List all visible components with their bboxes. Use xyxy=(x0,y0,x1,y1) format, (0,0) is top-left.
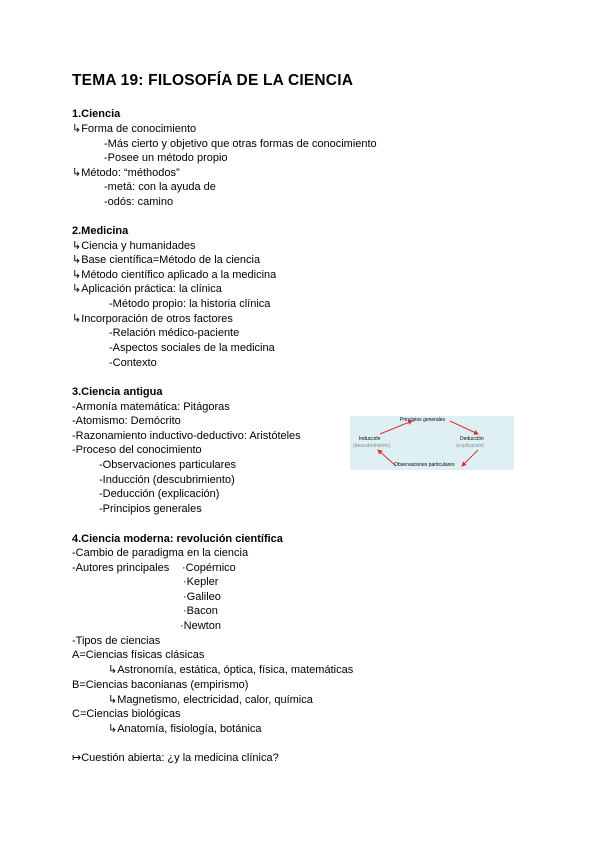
s2-line-2: ↳Base científica=Método de la ciencia xyxy=(72,254,261,266)
s2-line-9: -Contexto xyxy=(109,357,157,369)
s4-line-4: A=Ciencias físicas clásicas xyxy=(72,649,205,661)
s4-line-8: C=Ciencias biológicas xyxy=(72,708,181,720)
s1-line-5: -metá: con la ayuda de xyxy=(104,181,216,193)
s4-line-2: -Autores principales xyxy=(72,562,170,574)
s4-line-5: ↳Astronomía, estática, óptica, física, matemáticas xyxy=(108,664,354,676)
s3-line-8: -Principios generales xyxy=(99,503,202,515)
diagram-right-label: Deducción xyxy=(460,436,484,442)
s3-line-1: -Armonía matemática: Pitágoras xyxy=(72,401,230,413)
section-3-heading: 3.Ciencia antigua xyxy=(72,386,163,398)
s4-line-3: -Tipos de ciencias xyxy=(72,635,161,647)
s4-line-7: ↳Magnetismo, electricidad, calor, química xyxy=(108,694,313,706)
s1-line-6: -odós: camino xyxy=(104,196,174,208)
s2-line-7: -Relación médico-paciente xyxy=(109,327,240,339)
author-copernico: ·Copérnico xyxy=(182,562,236,574)
s3-line-3: -Razonamiento inductivo-deductivo: Aristóteles xyxy=(72,430,301,442)
s3-line-7: -Deducción (explicación) xyxy=(99,488,220,500)
arrow-to-deduction xyxy=(450,421,478,434)
s3-line-4: -Proceso del conocimiento xyxy=(72,444,202,456)
s3-line-2: -Atomismo: Demócrito xyxy=(72,415,181,427)
s2-line-6: ↳Incorporación de otros factores xyxy=(72,313,233,325)
s2-line-5: -Método propio: la historia clínica xyxy=(109,298,271,310)
section-4-heading: 4.Ciencia moderna: revolución científica xyxy=(72,533,283,545)
diagram-right-sublabel: (explicación) xyxy=(456,443,485,449)
diagram-left-label: Inducción xyxy=(359,436,381,442)
s2-line-4: ↳Aplicación práctica: la clínica xyxy=(72,283,222,295)
author-kepler: ·Kepler xyxy=(183,576,219,588)
s2-line-1: ↳Ciencia y humanidades xyxy=(72,240,196,252)
diagram-top-label: Principios generales xyxy=(400,417,446,423)
s4-line-9: ↳Anatomía, fisiología, botánica xyxy=(108,723,262,735)
s1-line-1: ↳Forma de conocimiento xyxy=(72,123,197,135)
diagram-bottom-label: Observaciones particulares xyxy=(394,462,455,468)
section-1-heading: 1.Ciencia xyxy=(72,108,121,120)
arrow-to-observations xyxy=(462,450,478,466)
s2-line-8: -Aspectos sociales de la medicina xyxy=(109,342,275,354)
s2-line-3: ↳Método científico aplicado a la medicina xyxy=(72,269,277,281)
s1-line-3: -Posee un método propio xyxy=(104,152,228,164)
diagram-left-sublabel: (descubrimiento) xyxy=(353,443,391,449)
s3-line-5: -Observaciones particulares xyxy=(99,459,236,471)
s1-line-2: -Más cierto y objetivo que otras formas de conocimiento xyxy=(104,138,377,150)
author-bacon: ·Bacon xyxy=(183,605,218,617)
s3-line-6: -Inducción (descubrimiento) xyxy=(99,474,235,486)
author-newton: ·Newton xyxy=(180,620,221,632)
closing-question: ↦Cuestión abierta: ¿y la medicina clínica? xyxy=(72,752,279,764)
s1-line-4: ↳Método: “méthodos” xyxy=(72,167,180,179)
knowledge-cycle-diagram xyxy=(350,416,514,470)
author-galileo: ·Galileo xyxy=(183,591,221,603)
s4-line-6: B=Ciencias baconianas (empirismo) xyxy=(72,679,249,691)
page-title: TEMA 19: FILOSOFÍA DE LA CIENCIA xyxy=(72,72,354,89)
s4-line-1: -Cambio de paradigma en la ciencia xyxy=(72,547,249,559)
section-2-heading: 2.Medicina xyxy=(72,225,129,237)
